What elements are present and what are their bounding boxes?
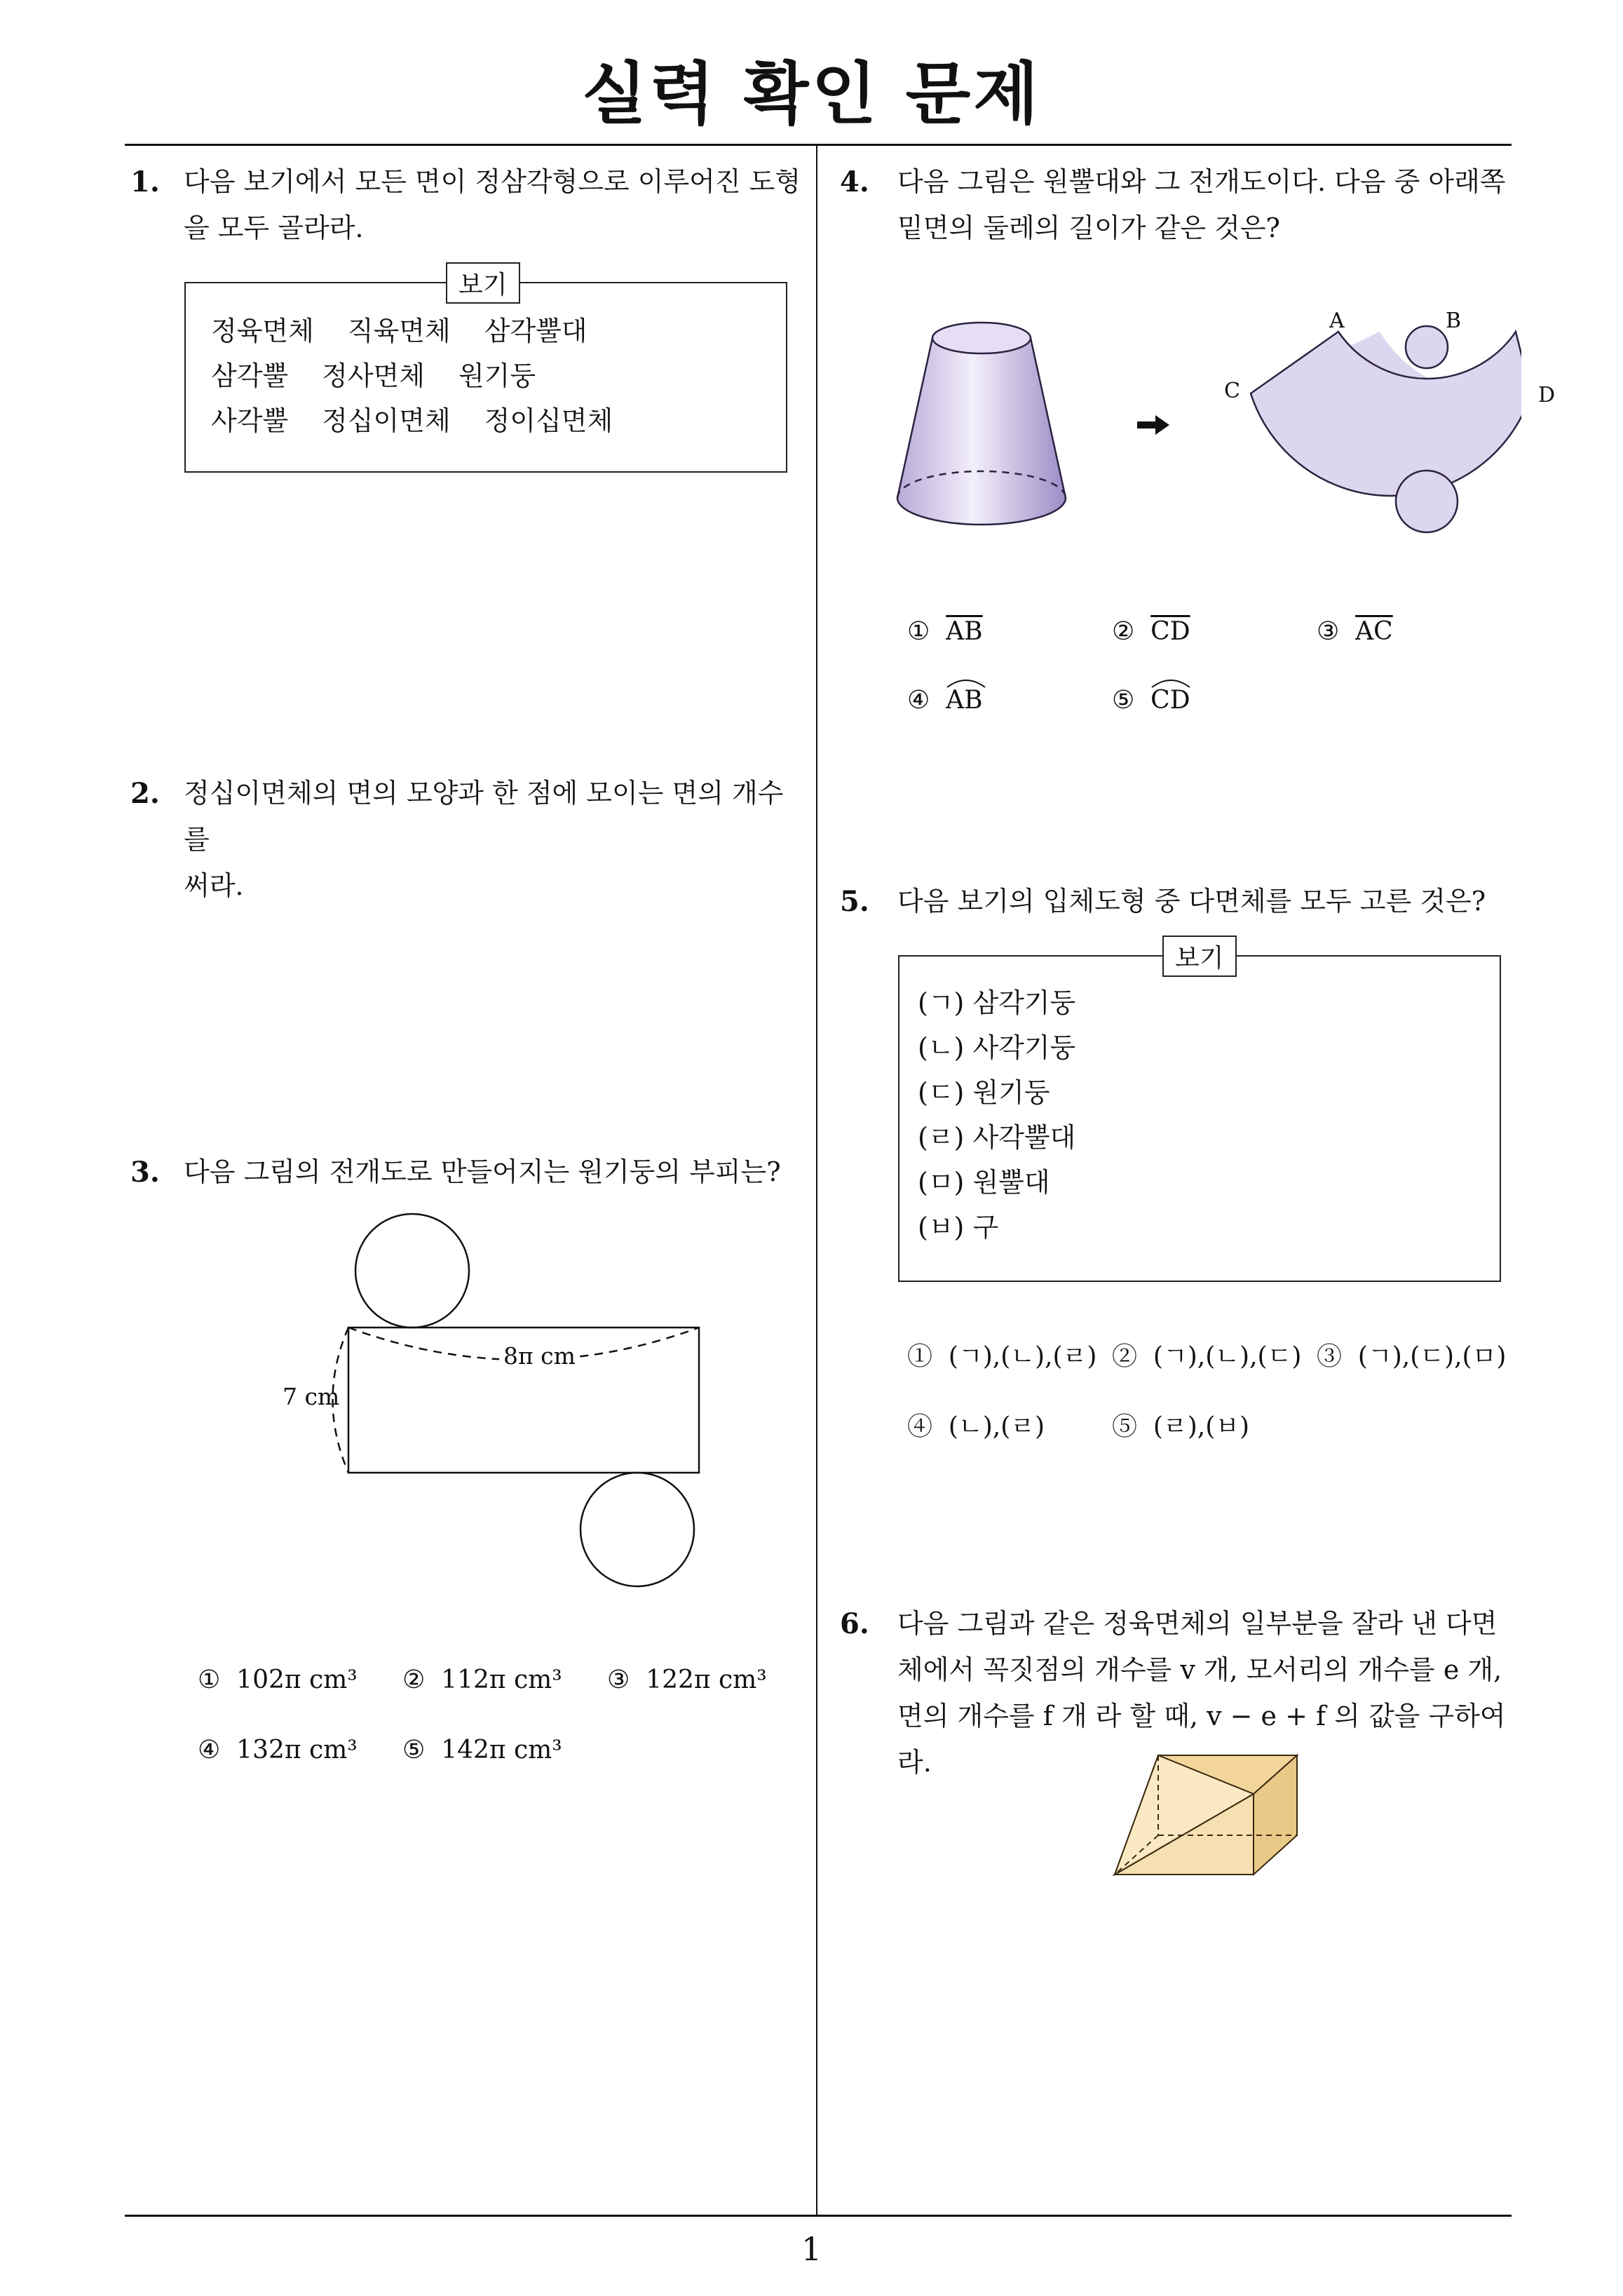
page-number: 1: [801, 2230, 822, 2268]
q1-line2: 을 모두 골라라.: [184, 212, 364, 243]
q3-number: 3.: [130, 1156, 160, 1189]
q4-choice-3: ③ $\overline{AC}$: [1317, 617, 1393, 646]
net-small-circle: [1406, 326, 1448, 368]
q3-line1: 다음 그림의 전개도로 만들어지는 원기둥의 부피는?: [184, 1156, 781, 1187]
q1-item: 정육면체: [211, 316, 314, 346]
q3-choice-5: ⑤ 142π cm³: [402, 1736, 562, 1764]
q5-text: [897, 878, 1514, 924]
q5-choice-5: ⑤ (ㄹ),(ㅂ): [1112, 1412, 1250, 1441]
q5-item: (ㅂ) 구: [918, 1212, 999, 1243]
q3-choice-3: ③ 122π cm³: [607, 1666, 767, 1694]
q6-cut-cube-figure: [1108, 1743, 1311, 1883]
q4-point-d: D: [1538, 383, 1556, 407]
q5-item: (ㄴ) 사각기둥: [918, 1032, 1076, 1063]
bottom-circle: [580, 1473, 694, 1586]
q3-choice-1: ① 102π cm³: [198, 1666, 358, 1694]
q5-bogi-box: [898, 955, 1501, 1282]
q5-line1: 다음 보기의 입체도형 중 다면체를 모두 고른 것은?: [897, 886, 1486, 917]
q1-item: 정십이면체: [322, 405, 451, 436]
q6-line3: 면의 개수를 f 개 라 할 때, v − e + f 의 값을 구하여라.: [897, 1701, 1506, 1778]
q1-item: 원기둥: [458, 360, 536, 391]
q1-number: 1.: [130, 166, 160, 198]
q1-item: 삼각뿔대: [484, 316, 588, 346]
q1-item: 정이십면체: [484, 405, 613, 436]
q3-height-label: 7 cm: [283, 1383, 340, 1410]
q4-choice-2: ② $\overline{CD}$: [1112, 617, 1190, 646]
q5-item: (ㄷ) 원기둥: [918, 1077, 1050, 1108]
q4-text: [897, 158, 1514, 251]
q1-bogi-row: [211, 398, 646, 443]
q2-line2: 써라.: [184, 870, 244, 901]
q4-line2: 밑면의 둘레의 길이가 같은 것은?: [897, 212, 1280, 243]
page-title: 실력 확인 문제: [581, 55, 1042, 133]
q5-choice-1: ① (ㄱ),(ㄴ),(ㄹ): [907, 1342, 1097, 1371]
q6-line1: 다음 그림과 같은 정육면체의 일부분을 잘라 낸 다면: [897, 1608, 1498, 1639]
q1-item: 정사면체: [322, 360, 425, 391]
q5-choice-4: ④ (ㄴ),(ㄹ): [907, 1412, 1045, 1441]
q4-choice-5: ⑤ CD: [1112, 686, 1190, 715]
q1-item: 직육면체: [347, 316, 451, 346]
q1-bogi-label: 보기: [446, 262, 520, 304]
q1-bogi-row: [211, 309, 646, 353]
q4-line1: 다음 그림은 원뿔대와 그 전개도이다. 다음 중 아래쪽: [897, 166, 1506, 197]
q4-point-c: C: [1224, 379, 1240, 403]
q5-choice-2: ② (ㄱ),(ㄴ),(ㄷ): [1112, 1342, 1302, 1371]
q4-frustum-figure: [890, 295, 1521, 547]
top-circle: [355, 1214, 469, 1328]
q1-line1: 다음 보기에서 모든 면이 정삼각형으로 이루어진 도형: [184, 166, 801, 197]
q4-point-a: A: [1329, 309, 1345, 333]
q3-choice-2: ② 112π cm³: [402, 1666, 562, 1694]
q4-choice-1: ① $\overline{AB}$: [907, 617, 983, 646]
q3-choice-4: ④ 132π cm³: [198, 1736, 358, 1764]
q1-bogi-box: [184, 282, 787, 473]
q2-text: [184, 770, 808, 909]
q5-item: (ㄱ) 삼각기둥: [918, 987, 1076, 1018]
q4-number: 4.: [840, 166, 869, 198]
arrow-icon: [1137, 415, 1169, 435]
q1-item: 삼각뿔: [211, 360, 289, 391]
q5-number: 5.: [840, 885, 869, 918]
frustum-body: [897, 338, 1066, 525]
q6-number: 6.: [840, 1607, 869, 1640]
q5-bogi-label: 보기: [1162, 936, 1237, 977]
q3-width-label: 8π cm: [499, 1342, 580, 1370]
q6-line2: 체에서 꼭짓점의 개수를 v 개, 모서리의 개수를 e 개,: [897, 1654, 1502, 1685]
bottom-rule: [125, 2215, 1512, 2217]
q5-choice-3: ③ (ㄱ),(ㄷ),(ㅁ): [1317, 1342, 1507, 1371]
q1-item: 사각뿔: [211, 405, 289, 436]
q4-choice-4: ④ AB: [907, 686, 983, 715]
frustum-top: [932, 323, 1031, 353]
q5-item: (ㅁ) 원뿔대: [918, 1167, 1050, 1198]
q1-text: [184, 158, 808, 251]
q2-line1: 정십이면체의 면의 모양과 한 점에 모이는 면의 개수를: [184, 778, 784, 855]
q1-bogi-row: [211, 353, 646, 398]
net-large-circle: [1396, 471, 1458, 532]
q3-text: [184, 1149, 808, 1195]
column-divider: [816, 146, 817, 2215]
q4-point-b: B: [1446, 309, 1462, 333]
q2-number: 2.: [130, 777, 160, 810]
top-rule: [125, 144, 1512, 146]
q5-item: (ㄹ) 사각뿔대: [918, 1122, 1076, 1153]
